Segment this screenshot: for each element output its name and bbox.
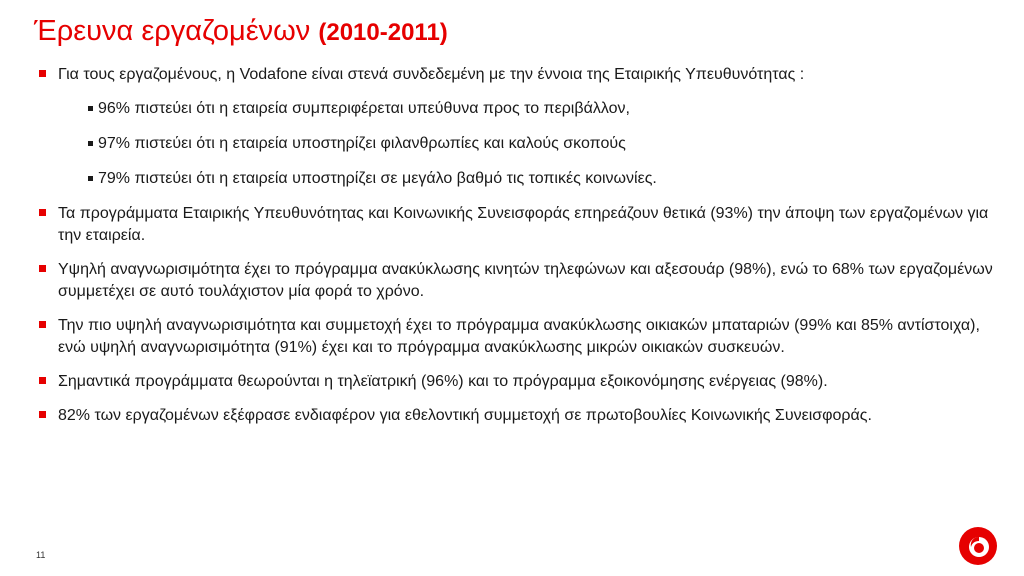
title-main: Έρευνα εργαζομένων bbox=[34, 15, 311, 47]
title-year: (2010-2011) bbox=[318, 19, 448, 46]
bullet-text: Την πιο υψηλή αναγνωρισιμότητα και συμμετοχή έχει το πρόγραμμα ανακύκλωσης οικιακών μπαταριών (99% και 85% αντίστοιχα), ενώ υψηλή αναγνωρισιμότητα (91%) έχει και το πρόγραμμα ανακύκλωσης μικρών οικιακών συσκευών. bbox=[58, 317, 980, 356]
bullet-marker bbox=[39, 209, 46, 216]
vodafone-logo-icon bbox=[958, 526, 998, 566]
sub-bullet-item bbox=[38, 98, 996, 120]
sub-bullet-text: 96% πιστεύει ότι η εταιρεία συμπεριφέρεται υπεύθυνα προς το περιβάλλον, bbox=[98, 100, 630, 117]
bullet-text: Σημαντικά προγράμματα θεωρούνται η τηλεϊατρική (96%) και το πρόγραμμα εξοικονόμησης ενέργειας (98%). bbox=[58, 373, 828, 390]
sub-bullet-text: 97% πιστεύει ότι η εταιρεία υποστηρίζει φιλανθρωπίες και καλούς σκοπούς bbox=[98, 135, 626, 152]
slide-title bbox=[34, 14, 448, 49]
bullet-marker bbox=[39, 321, 46, 328]
bullet-item bbox=[38, 259, 996, 303]
bullet-text: Υψηλή αναγνωρισιμότητα έχει το πρόγραμμα ανακύκλωσης κινητών τηλεφώνων και αξεσουάρ (98%), ενώ το 68% των εργαζομένων συμμετέχει σε αυτό τουλάχιστον μία φορά το χρόνο. bbox=[58, 261, 993, 300]
bullet-item bbox=[38, 203, 996, 247]
bullet-marker bbox=[39, 411, 46, 418]
sub-bullet-marker bbox=[88, 106, 93, 111]
sub-bullet-list bbox=[38, 98, 996, 190]
bullet-item bbox=[38, 405, 996, 427]
page-number: 11 bbox=[36, 550, 46, 560]
sub-bullet-item bbox=[38, 168, 996, 190]
bullet-marker bbox=[39, 70, 46, 77]
bullet-item bbox=[38, 64, 996, 86]
sub-bullet-marker bbox=[88, 176, 93, 181]
bullet-item bbox=[38, 315, 996, 359]
bullet-marker bbox=[39, 265, 46, 272]
sub-bullet-text: 79% πιστεύει ότι η εταιρεία υποστηρίζει σε μεγάλο βαθμό τις τοπικές κοινωνίες. bbox=[98, 170, 657, 187]
bullet-text: Για τους εργαζομένους, η Vodafone είναι στενά συνδεδεμένη με την έννοια της Εταιρικής Υπευθυνότητας : bbox=[58, 66, 805, 83]
sub-bullet-item bbox=[38, 133, 996, 155]
bullet-list bbox=[38, 64, 996, 439]
bullet-item bbox=[38, 371, 996, 393]
bullet-text: Τα προγράμματα Εταιρικής Υπευθυνότητας και Κοινωνικής Συνεισφοράς επηρεάζουν θετικά (93%) την άποψη των εργαζομένων για την εταιρεία. bbox=[58, 205, 989, 244]
bullet-marker bbox=[39, 377, 46, 384]
sub-bullet-marker bbox=[88, 141, 93, 146]
bullet-text: 82% των εργαζομένων εξέφρασε ενδιαφέρον για εθελοντική συμμετοχή σε πρωτοβουλίες Κοινωνικής Συνεισφοράς. bbox=[58, 407, 872, 424]
